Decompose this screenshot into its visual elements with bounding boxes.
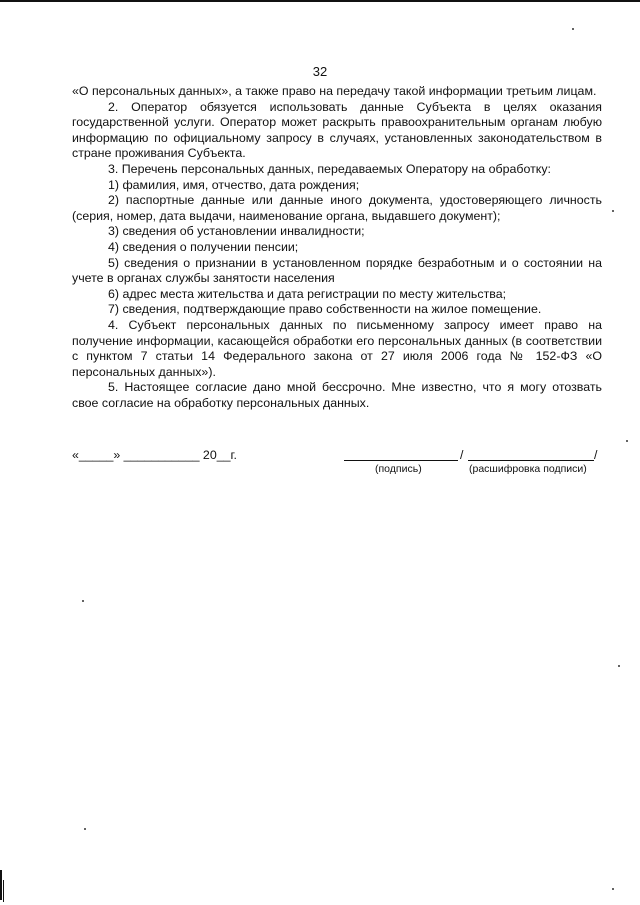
scan-edge-left	[0, 870, 2, 900]
slash-separator: /	[460, 448, 464, 462]
signature-block	[72, 448, 602, 488]
list-item-5: 5) сведения о признании в установленном порядке безработным и о состоянии на учете в органах службы занятости населения	[72, 255, 602, 286]
scan-speck	[612, 210, 614, 212]
paragraph-4-subject-rights: 4. Субъект персональных данных по письменному запросу имеет право на получение информации, касающейся обработки его персональных данных (в соответствии с пунктом 7 статьи 14 Федерального закона от 27 июля 2006 года № 152-ФЗ «О персональных данных»).	[72, 317, 602, 379]
paragraph-5-consent-term: 5. Настоящее согласие дано мной бессрочно. Мне известно, что я могу отозвать свое согласие на обработку персональных данных.	[72, 380, 602, 410]
list-item-4: 4) сведения о получении пенсии;	[108, 239, 299, 254]
list-item-6: 6) адрес места жительства и дата регистрации по месту жительства;	[108, 286, 507, 301]
scan-speck	[618, 665, 620, 667]
transcript-label: (расшифровка подписи)	[469, 463, 587, 475]
page-number: 32	[312, 64, 328, 79]
list-item-2: 2) паспортные данные или данные иного документа, удостоверяющего личность (серия, номер, дата выдачи, наименование органа, выдавшего документ);	[72, 193, 602, 223]
signature-label: (подпись)	[375, 463, 422, 475]
scan-speck	[84, 828, 86, 830]
slash-separator: /	[594, 448, 598, 462]
signature-transcript-line[interactable]	[468, 460, 594, 461]
paragraph-2-operator-obligations: 2. Оператор обязуется использовать данные Субъекта в целях оказания государственной услуги. Оператор может раскрыть правоохранительным органам любую информацию по официальному запросу в случаях, установленных законодательством в стране проживания Субъекта.	[72, 99, 602, 161]
document-body	[72, 84, 602, 411]
list-item-1: 1) фамилия, имя, отчество, дата рождения;	[108, 177, 360, 192]
scan-edge-top	[0, 0, 640, 2]
scan-speck	[82, 600, 84, 602]
paragraph-3-data-list-intro: 3. Перечень персональных данных, передаваемых Оператору на обработку:	[108, 161, 551, 176]
paragraph-continuation: «О персональных данных», а также право на передачу такой информации третьим лицам.	[72, 84, 597, 98]
scan-speck	[612, 888, 614, 890]
scan-speck	[572, 28, 574, 30]
date-field[interactable]: «_____» ___________ 20__г.	[72, 448, 237, 462]
list-item-3: 3) сведения об установлении инвалидности;	[108, 224, 365, 239]
list-item-7: 7) сведения, подтверждающие право собственности на жилое помещение.	[108, 302, 542, 317]
scan-edge-left-inner	[3, 880, 4, 902]
scan-speck	[626, 440, 628, 442]
signature-line[interactable]	[344, 460, 458, 461]
